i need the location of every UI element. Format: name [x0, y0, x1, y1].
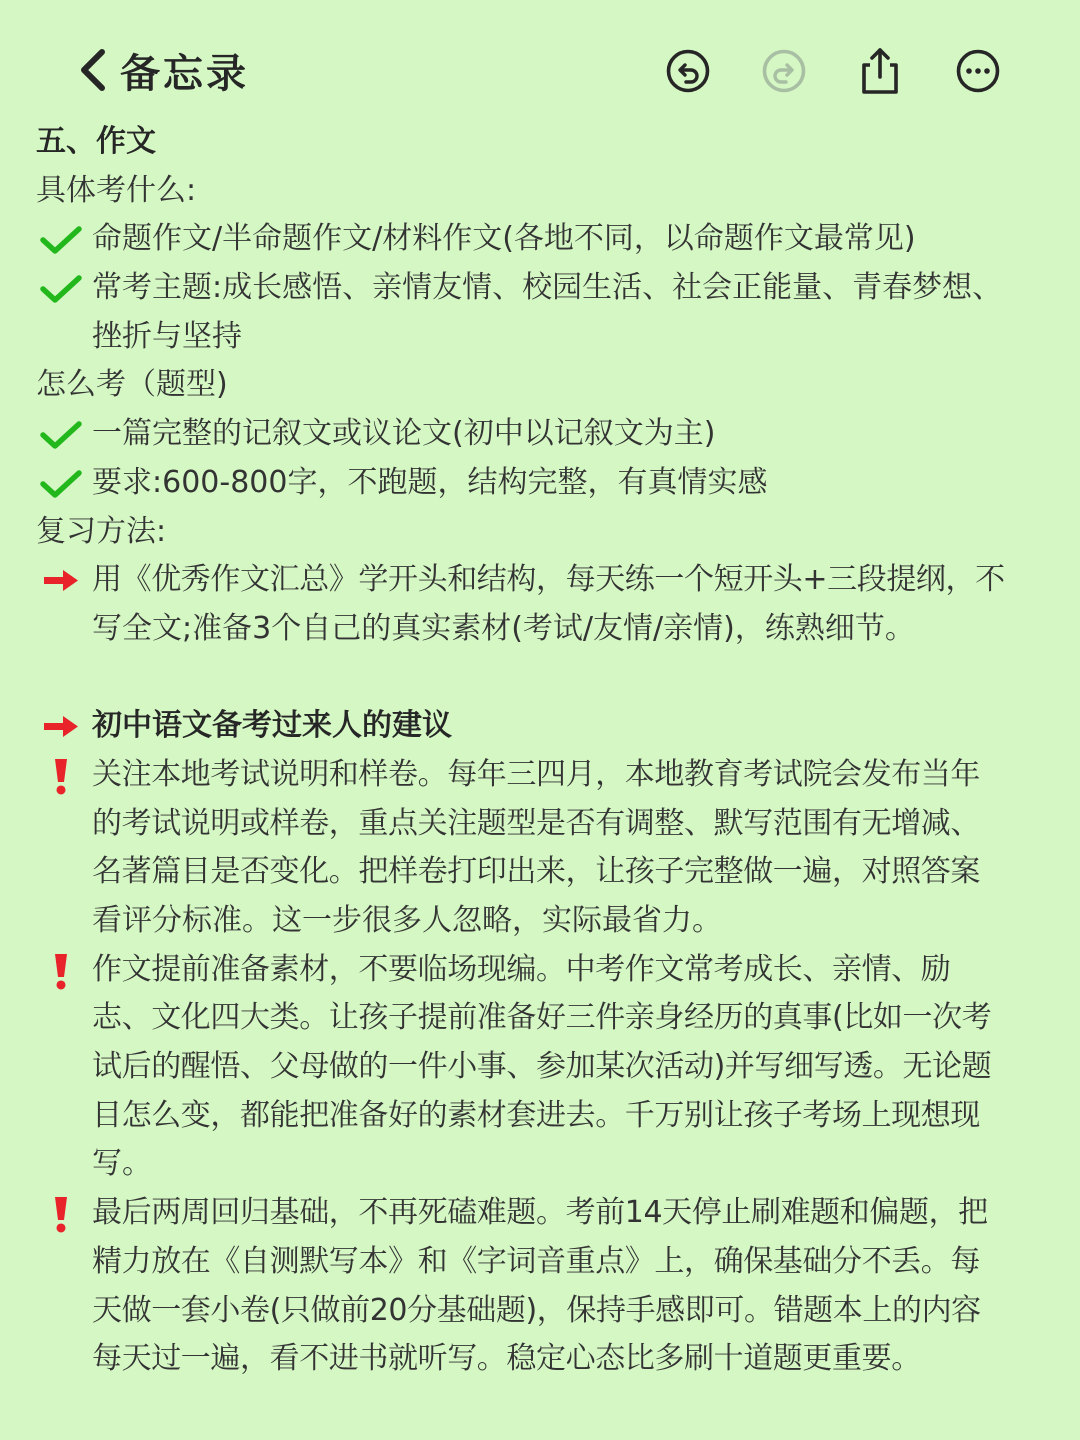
back-button[interactable]	[72, 42, 249, 98]
item-line: 一篇完整的记叙文或议论文(初中以记叙文为主)	[92, 416, 716, 452]
advice-heading	[36, 702, 1056, 751]
back-label: 备忘录	[120, 50, 249, 97]
method-label: 复习方法:	[36, 513, 167, 549]
right-arrow-icon	[36, 556, 86, 605]
what-label: 具体考什么:	[36, 172, 197, 208]
advice-item	[36, 946, 1056, 1189]
item-line: 作文提前准备素材，不要临场现编。中考作文常考成长、亲情、励	[92, 951, 951, 987]
check-icon	[36, 410, 86, 459]
check-icon	[36, 459, 86, 508]
exclamation-icon	[36, 1189, 86, 1238]
item-line: 关注本地考试说明和样卷。每年三四月，本地教育考试院会发布当年	[92, 756, 980, 792]
item-line: 挫折与坚持	[92, 318, 242, 354]
item-line: 每天过一遍，看不进书就听写。稳定心态比多刷十道题更重要。	[92, 1341, 921, 1377]
item-line: 最后两周回归基础，不再死磕难题。考前14天停止刷难题和偏题，把	[92, 1195, 988, 1231]
section-title: 五、作文	[36, 124, 156, 159]
checklist-item	[36, 459, 1056, 508]
blank-line	[36, 654, 1056, 703]
item-line: 名著篇目是否变化。把样卷打印出来，让孩子完整做一遍，对照答案	[92, 854, 980, 890]
redo-icon[interactable]	[760, 46, 808, 96]
note-body[interactable]	[36, 118, 1056, 1384]
item-line: 看评分标准。这一步很多人忽略，实际最省力。	[92, 903, 722, 938]
item-line: 目怎么变，都能把准备好的素材套进去。千万别让孩子考场上现想现	[92, 1097, 980, 1133]
undo-icon[interactable]	[664, 46, 712, 96]
checklist-item	[36, 264, 1056, 361]
advice-title: 初中语文备考过来人的建议	[92, 708, 452, 744]
more-icon[interactable]	[954, 46, 1002, 96]
item-line: 志、文化四大类。让孩子提前准备好三件亲身经历的真事(比如一次考	[92, 1000, 992, 1036]
check-icon	[36, 264, 86, 313]
item-line: 写。	[92, 1146, 152, 1182]
how-label: 怎么考（题型)	[36, 367, 228, 403]
checklist-item	[36, 215, 1056, 264]
item-line: 天做一套小卷(只做前20分基础题)，保持手感即可。错题本上的内容	[92, 1292, 981, 1328]
checklist-item	[36, 410, 1056, 459]
item-line: 命题作文/半命题作文/材料作文(各地不同，以命题作文最常见)	[92, 221, 916, 257]
share-icon[interactable]	[856, 46, 904, 96]
advice-item	[36, 751, 1056, 946]
item-line: 常考主题:成长感悟、亲情友情、校园生活、社会正能量、青春梦想、	[92, 270, 1003, 306]
back-chevron-icon	[72, 42, 116, 98]
item-line: 写全文;准备3个自己的真实素材(考试/友情/亲情)，练熟细节。	[92, 610, 915, 646]
item-line: 精力放在《自测默写本》和《字词音重点》上，确保基础分不丢。每	[92, 1243, 980, 1279]
right-arrow-icon	[36, 702, 86, 751]
exclamation-icon	[36, 751, 86, 800]
exclamation-icon	[36, 946, 86, 995]
item-line: 用《优秀作文汇总》学开头和结构，每天练一个短开头+三段提纲，不	[92, 562, 1005, 598]
item-line: 要求:600-800字，不跑题，结构完整，有真情实感	[92, 464, 768, 500]
item-line: 试后的醒悟、父母做的一件小事、参加某次活动)并写细写透。无论题	[92, 1049, 992, 1085]
check-icon	[36, 215, 86, 264]
method-item	[36, 556, 1056, 653]
advice-item	[36, 1189, 1056, 1384]
item-line: 的考试说明或样卷，重点关注题型是否有调整、默写范围有无增减、	[92, 805, 980, 841]
